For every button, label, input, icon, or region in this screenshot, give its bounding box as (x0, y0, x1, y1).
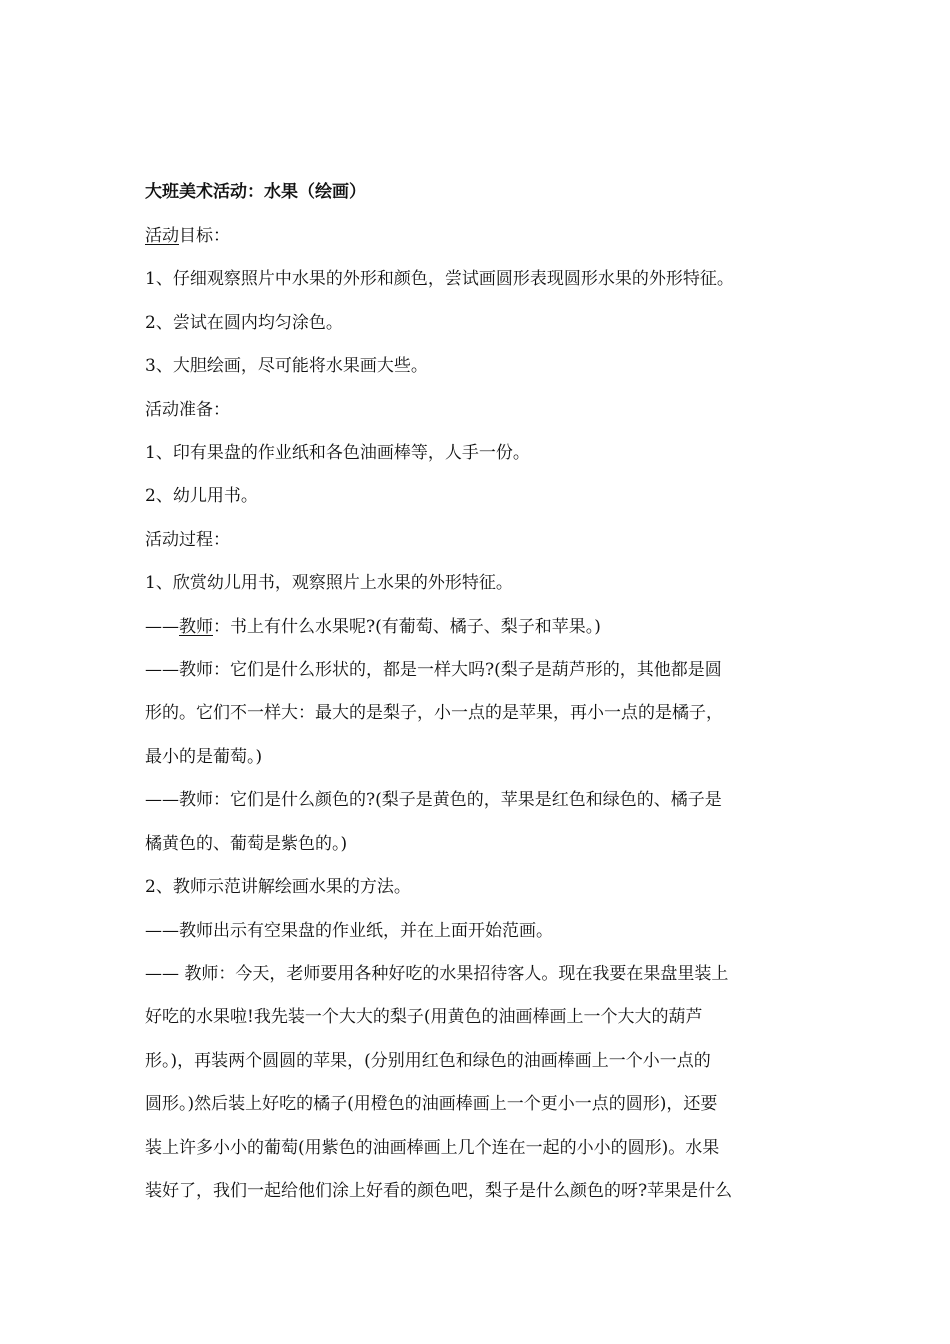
teacher-speaker: 教师 (179, 616, 213, 637)
document-title: 大班美术活动：水果（绘画） (145, 182, 366, 202)
process-step-1: 1、欣赏幼儿用书，观察照片上水果的外形特征。 (145, 573, 513, 594)
goal-item-2: 2、尝试在圆内均匀涂色。 (145, 312, 343, 333)
teacher-question-1-text: ：书上有什么水果呢?(有葡萄、橘子、梨子和苹果。) (213, 616, 601, 637)
process-step-2: 2、教师示范讲解绘画水果的方法。 (145, 877, 411, 898)
teacher-demo-talk-line-5: 装上许多小小的葡萄(用紫色的油画棒画上几个连在一起的小小的圆形)。水果 (145, 1137, 720, 1158)
teacher-question-2-line-2: 形的。它们不一样大：最大的是梨子，小一点的是苹果，再小一点的是橘子， (145, 703, 723, 724)
teacher-question-3-line-1: ——教师：它们是什么颜色的?(梨子是黄色的，苹果是红色和绿色的、橘子是 (145, 790, 722, 811)
teacher-demo: ——教师出示有空果盘的作业纸，并在上面开始范画。 (145, 920, 553, 941)
teacher-demo-talk-line-2: 好吃的水果啦!我先装一个大大的梨子(用黄色的油画棒画上一个大大的葫芦 (145, 1007, 703, 1028)
teacher-demo-talk-line-6: 装好了，我们一起给他们涂上好看的颜色吧，梨子是什么颜色的呀?苹果是什么 (145, 1180, 733, 1201)
goal-item-1: 1、仔细观察照片中水果的外形和颜色，尝试画圆形表现圆形水果的外形特征。 (145, 269, 734, 290)
teacher-question-1 (145, 606, 810, 649)
prep-item-2: 2、幼儿用书。 (145, 486, 258, 507)
teacher-question-2-line-3: 最小的是葡萄。) (145, 746, 263, 767)
teacher-demo-talk-line-1: —— 教师：今天，老师要用各种好吃的水果招待客人。现在我要在果盘里装上 (145, 963, 729, 984)
prep-item-1: 1、印有果盘的作业纸和各色油画棒等，人手一份。 (145, 443, 530, 464)
document-page (145, 172, 810, 1213)
teacher-question-2-line-1: ——教师：它们是什么形状的，都是一样大吗?(梨子是葫芦形的，其他都是圆 (145, 660, 722, 681)
teacher-demo-talk-line-3: 形。)，再装两个圆圆的苹果，(分别用红色和绿色的油画棒画上一个小一点的 (145, 1050, 711, 1071)
dash: —— (145, 616, 179, 637)
goals-heading-rest: 目标： (179, 226, 230, 246)
process-heading: 活动过程： (145, 529, 230, 550)
teacher-question-3-line-2: 橘黄色的、葡萄是紫色的。) (145, 833, 348, 854)
prep-heading: 活动准备： (145, 399, 230, 420)
goals-heading-underlined: 活动 (145, 226, 179, 246)
goals-heading (145, 215, 810, 258)
teacher-demo-talk-line-4: 圆形。)然后装上好吃的橘子(用橙色的油画棒画上一个更小一点的圆形)，还要 (145, 1094, 718, 1115)
goal-item-3: 3、大胆绘画，尽可能将水果画大些。 (145, 356, 428, 377)
